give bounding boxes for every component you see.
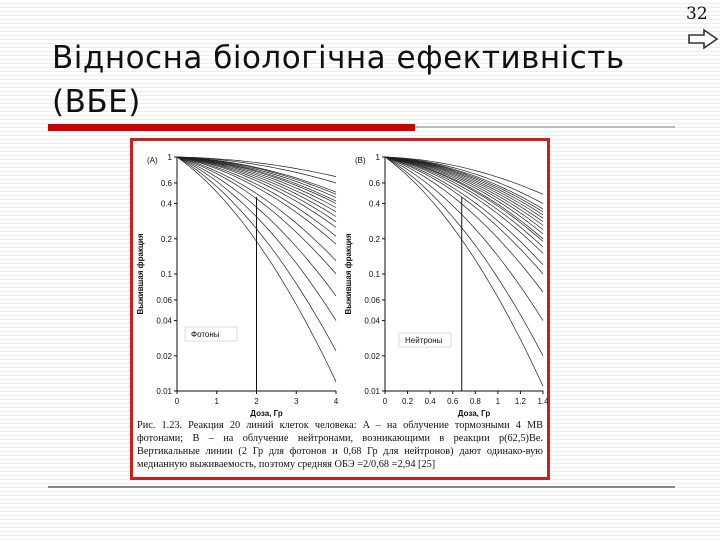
title-line-2: (ВБЕ)	[52, 84, 141, 120]
panel-a-y-tick-label-8: 0.01	[156, 387, 172, 396]
panel-b-x-tick-label-5: 1	[495, 397, 501, 406]
panel-b-y-tick-label-2: 0.4	[368, 199, 380, 209]
panel-b-y-tick-label-5: 0.06	[364, 295, 380, 305]
panel-b-curve-14	[385, 157, 543, 253]
panel-a-x-axis-label: Доза, Гр	[250, 409, 283, 418]
title-underline-accent	[48, 124, 415, 131]
panel-b-x-axis-label: Доза, Гр	[457, 409, 491, 418]
figure-caption: Рис. 1.23. Реакция 20 линий клеток человека: A – на облучение тормозными 4 МВ фотонами; B – на облучение нейтронами, возникающими в реакции p(62,5)Be. Вертикальные линии (2 Гр для фотонов и 0,68 Гр для нейтронов) дают одинако-вую медианную выживаемость, поэтому средняя ОБЭ =2/0,68 =2,94 [25]	[137, 420, 543, 470]
panel-b-y-axis-label: Выжившая фракция	[344, 233, 353, 315]
panel-a-y-tick-label-6: 0.04	[156, 316, 172, 326]
panel-b-y-tick-label-0: 1	[375, 153, 380, 162]
panel-b-x-tick-label-7: 1.4	[537, 397, 549, 406]
title-underline	[415, 126, 675, 128]
panel-a-curve-7	[177, 157, 336, 204]
figure-frame	[130, 138, 550, 480]
panel-b-y-tick-label-8: 0.01	[364, 387, 380, 396]
panel-b-x-tick-label-0: 0	[382, 397, 388, 406]
next-arrow-icon[interactable]	[686, 28, 720, 50]
panel-a-x-tick-label-4: 4	[333, 397, 339, 406]
panel-a-label: (A)	[147, 156, 158, 165]
panel-b-x-tick-label-6: 1.2	[514, 397, 526, 406]
slide-number: 32	[686, 4, 708, 24]
panel-a-y-tick-label-1: 0.6	[160, 178, 172, 188]
panel-a-x-tick-label-2: 2	[254, 397, 259, 406]
panel-b-y-tick-label-7: 0.02	[364, 351, 380, 361]
panel-a-y-axis-label: Выжившая фракция	[136, 233, 145, 315]
panel-b-x-tick-label-2: 0.4	[424, 397, 436, 406]
panel-b-y-tick-label-1: 0.6	[368, 178, 380, 188]
panel-b-x-tick-label-4: 0.8	[469, 397, 481, 406]
panel-b-x-tick-label-3: 0.6	[447, 397, 459, 406]
panel-b-curve-18	[385, 157, 543, 321]
panel-b-y-tick-label-6: 0.04	[364, 316, 380, 326]
footer-rule	[48, 486, 675, 488]
panel-a-x-tick-label-1: 1	[214, 397, 219, 406]
panel-a-y-tick-label-0: 1	[167, 153, 172, 162]
slide-title	[52, 36, 672, 124]
panel-b-curve-12	[385, 157, 543, 241]
panel-a-annotation: Фотоны	[191, 330, 220, 339]
panel-a-y-tick-label-5: 0.06	[156, 295, 172, 305]
title-line-1: Відносна біологічна ефективність	[52, 40, 625, 76]
panel-a-y-tick-label-4: 0.1	[160, 270, 172, 279]
panel-b-curve-8	[385, 157, 543, 225]
panel-a-x-tick-label-0: 0	[174, 397, 180, 406]
panel-b-x-tick-label-1: 0.2	[402, 397, 414, 406]
panel-a-x-tick-label-3: 3	[294, 397, 299, 406]
panel-b-label: (B)	[355, 156, 366, 165]
panel-b-curve-19	[385, 157, 543, 356]
panel-b-y-tick-label-4: 0.1	[368, 270, 380, 279]
panel-a-y-tick-label-2: 0.4	[160, 199, 172, 209]
panel-a-y-tick-label-7: 0.02	[156, 351, 172, 361]
panel-b-y-tick-label-3: 0.2	[368, 234, 380, 244]
panel-b-annotation: Нейтроны	[405, 336, 443, 345]
panel-a-y-tick-label-3: 0.2	[160, 234, 172, 244]
